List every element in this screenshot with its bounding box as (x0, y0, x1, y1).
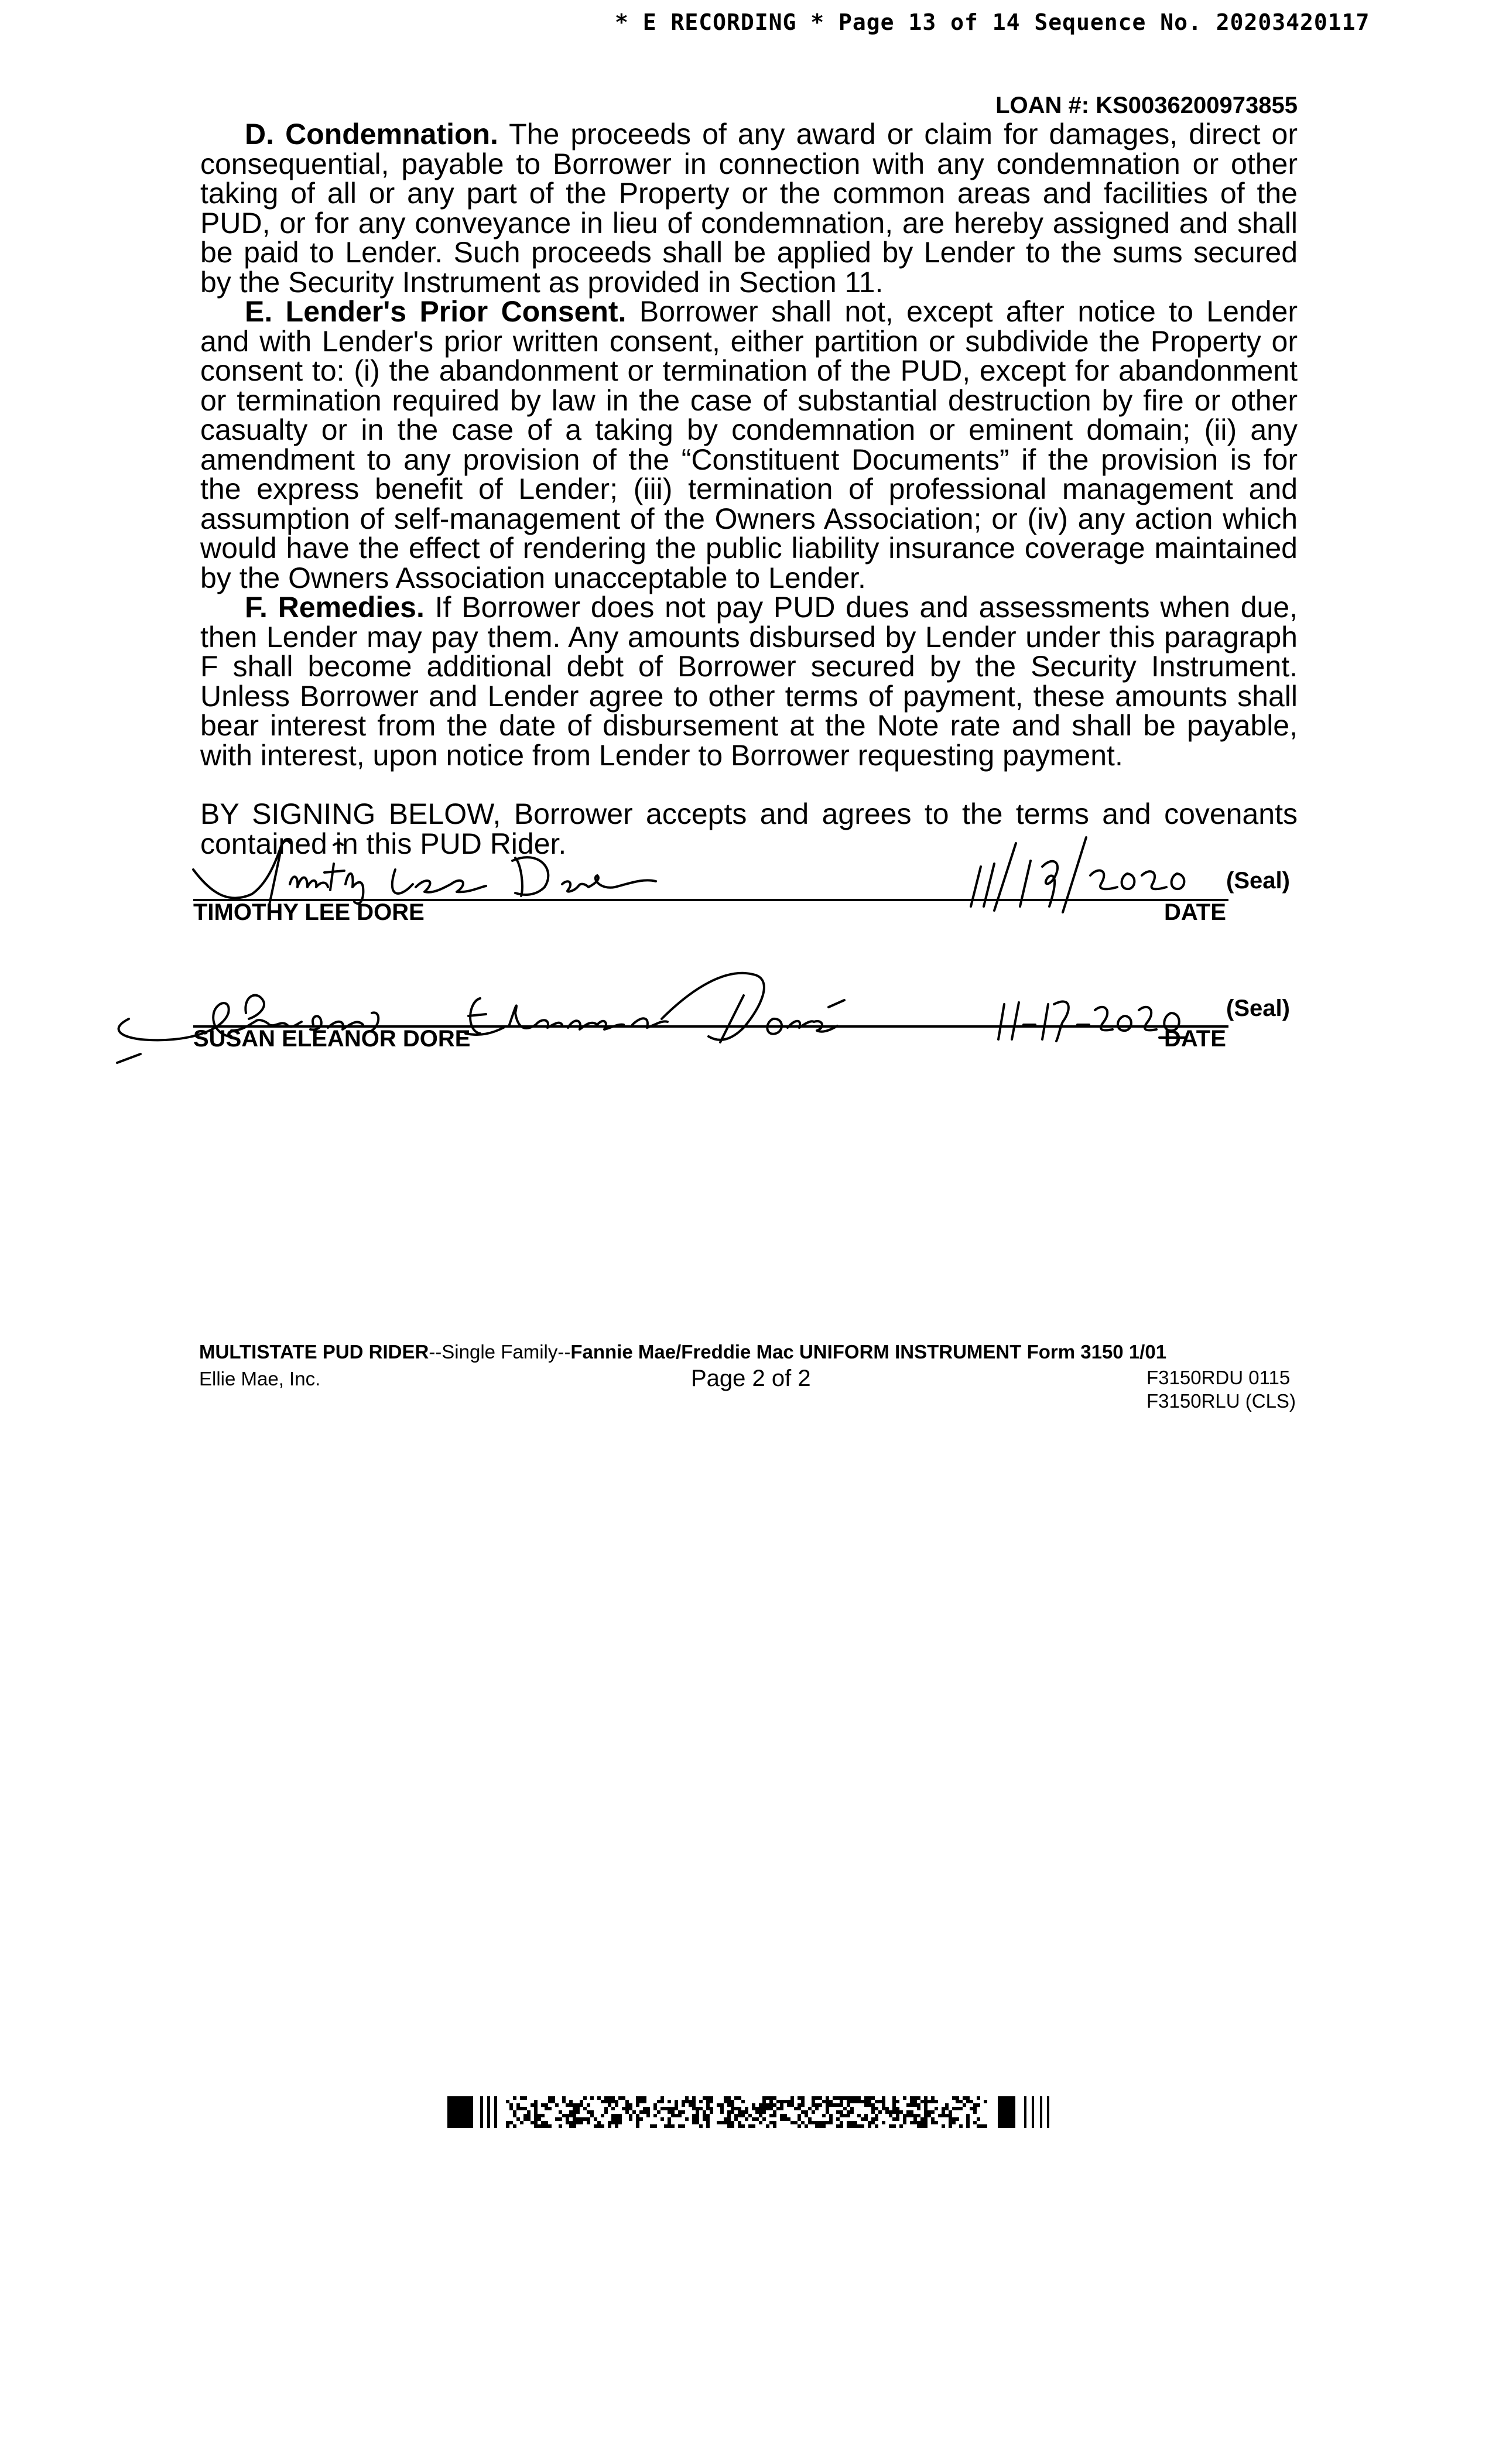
section-heading: F. Remedies. (245, 591, 425, 624)
seal-1: (Seal) (1226, 868, 1290, 894)
signature-susan-eleanor-dore (105, 943, 949, 1072)
borrower-name-1: TIMOTHY LEE DORE (193, 899, 425, 925)
borrower-name-2: SUSAN ELEANOR DORE (193, 1026, 471, 1052)
loan-number: LOAN #: KS0036200973855 (995, 93, 1298, 118)
date-label-2: DATE (1164, 1026, 1226, 1052)
section-heading: D. Condemnation. (245, 118, 498, 150)
date-label-1: DATE (1164, 899, 1226, 925)
rider-body (200, 119, 1298, 858)
section-text: If Borrower does not pay PUD dues and assessments when due, then Lender may pay them. Any amounts disbursed by Lender under this paragraph F shall become additional debt of Borrower secured by the Security Instrument. Unless Borrower and Lender agree to other terms of payment, these amounts shall bear interest from the date of disbursement at the Note rate and shall be payable, with interest, upon notice from Lender to Borrower requesting payment. (200, 591, 1298, 772)
recording-header: * E RECORDING * Page 13 of 14 Sequence No. 20203420117 (615, 9, 1370, 35)
company-name: Ellie Mae, Inc. (199, 1368, 321, 1390)
section-lender-prior-consent (200, 297, 1298, 593)
section-heading: E. Lender's Prior Consent. (245, 295, 627, 328)
section-text: The proceeds of any award or claim for damages, direct or consequential, payable to Borrower in connection with any condemnation or other taking of all or any part of the Property or the common areas and facilities of the PUD, or for any conveyance in lieu of condemnation, are hereby assigned and shall be paid to Lender. Such proceeds shall be applied by Lender to the sums secured by the Security Instrument as provided in Section 11. (200, 118, 1298, 299)
section-condemnation (200, 119, 1298, 297)
signing-statement: BY SIGNING BELOW, Borrower accepts and agrees to the terms and covenants contained in this PUD Rider. (200, 798, 1298, 860)
form-code-1: F3150RDU 0115 (1147, 1367, 1291, 1388)
seal-2: (Seal) (1226, 995, 1290, 1021)
form-title-bold: MULTISTATE PUD RIDER (199, 1341, 429, 1363)
form-title-rest: Fannie Mae/Freddie Mac UNIFORM INSTRUMENT Form 3150 1/01 (570, 1341, 1167, 1363)
form-title-normal: --Single Family-- (429, 1341, 571, 1363)
section-text: Borrower shall not, except after notice to Lender and with Lender's prior written consent, either partition or subdivide the Property or consent to: (i) the abandonment or termination of the PUD, except for abandonment or termination required by law in the case of substantial destruction by fire or other casualty or in the case of a taking by condemnation or eminent domain; (ii) any amendment to any provision of the “Constituent Documents” if the provision is for the express benefit of Lender; (iii) termination of professional management and assumption of self-management of the Owners Association; or (iv) any action which would have the effect of rendering the public liability insurance coverage maintained by the Owners Association unacceptable to Lender. (200, 295, 1298, 594)
document-barcode (447, 2096, 1050, 2128)
page-number: Page 2 of 2 (691, 1366, 811, 1391)
section-remedies (200, 593, 1298, 770)
form-title (199, 1341, 1166, 1363)
form-code-2: F3150RLU (CLS) (1147, 1390, 1296, 1412)
